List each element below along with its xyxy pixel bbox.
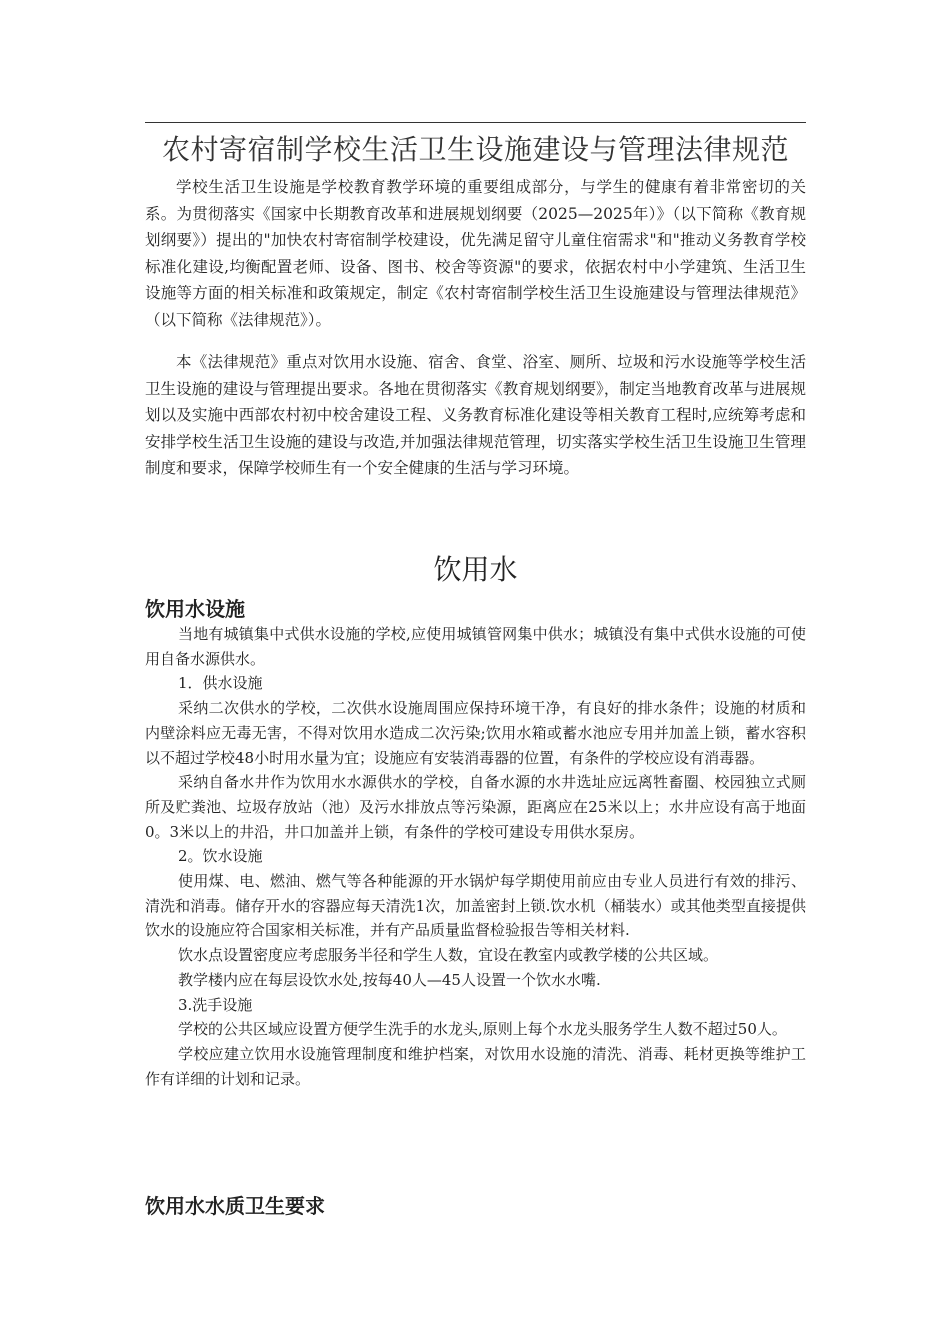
subsection-heading: 饮用水水质卫生要求 [145, 1194, 325, 1218]
item-label-drinking-facilities: 2。饮水设施 [178, 847, 263, 866]
drinking-water-facilities-section [145, 596, 806, 1091]
section-heading-drinking-water: 饮用水 [433, 553, 518, 586]
intro-paragraph: 本《法律规范》重点对饮用水设施、宿舍、食堂、浴室、厕所、垃圾和污水设施等学校生活卫生设施的建设与管理提出要求。各地在贯彻落实《教育规划纲要》，制定当地教育改革与进展规划以及实施中西部农村初中校舍建设工程、义务教育标准化建设等相关教育工程时,应统筹考虑和安排学校生活卫生设施的建设与改造,并加强法律规范管理，切实落实学校生活卫生设施卫生管理制度和要求，保障学校师生有一个安全健康的生活与学习环境。 [145, 353, 806, 477]
body-paragraph: 使用煤、电、燃油、燃气等各种能源的开水锅炉每学期使用前应由专业人员进行有效的排污、清洗和消毒。储存开水的容器应每天清洗1次，加盖密封上锁.饮水机（桶装水）或其他类型直接提供饮水的设施应符合国家相关标准，并有产品质量监督检验报告等相关材料. [145, 872, 806, 940]
intro-paragraph: 学校生活卫生设施是学校教育教学环境的重要组成部分，与学生的健康有着非常密切的关系。为贯彻落实《国家中长期教育改革和进展规划纲要（2025—2025年）》（以下简称《教育规划纲要》）提出的"加快农村寄宿制学校建设，优先满足留守儿童住宿需求"和"推动义务教育学校标准化建设,均衡配置老师、设备、图书、校舍等资源"的要求，依据农村中小学建筑、生活卫生设施等方面的相关标准和政策规定，制定《农村寄宿制学校生活卫生设施建设与管理法律规范》（以下简称《法律规范》）。 [145, 178, 806, 329]
intro-section [145, 174, 806, 498]
body-paragraph: 当地有城镇集中式供水设施的学校,应使用城镇管网集中供水；城镇没有集中式供水设施的可使用自备水源供水。 [145, 625, 806, 668]
body-paragraph: 学校应建立饮用水设施管理制度和维护档案，对饮用水设施的清洗、消毒、耗材更换等维护工作有详细的计划和记录。 [145, 1044, 806, 1088]
subsection-heading: 饮用水设施 [145, 597, 245, 621]
title-divider [145, 122, 806, 123]
body-paragraph: 教学楼内应在每层设饮水处,按每40人—45人设置一个饮水水嘴. [178, 970, 601, 989]
body-paragraph: 饮水点设置密度应考虑服务半径和学生人数，宜设在教室内或教学楼的公共区域。 [178, 946, 719, 965]
body-paragraph: 学校的公共区域应设置方便学生洗手的水龙头,原则上每个水龙头服务学生人数不超过50人。 [178, 1020, 787, 1039]
document-title: 农村寄宿制学校生活卫生设施建设与管理法律规范 [161, 133, 789, 166]
body-paragraph: 采纳自备水井作为饮用水水源供水的学校，自备水源的水井选址应远离牲畜圈、校园独立式厕所及贮粪池、垃圾存放站（池）及污水排放点等污染源，距离应在25米以上；水井应设有高于地面0。3米以上的井沿，井口加盖并上锁，有条件的学校可建设专用供水泵房。 [145, 773, 806, 841]
item-label-handwashing: 3.洗手设施 [178, 995, 253, 1014]
item-label-water-supply: 1．供水设施 [178, 674, 263, 693]
body-paragraph: 采纳二次供水的学校，二次供水设施周围应保持环境干净，有良好的排水条件；设施的材质和内壁涂料应无毒无害，不得对饮用水造成二次污染;饮用水箱或蓄水池应专用并加盖上锁，蓄水容积以不超过学校48小时用水量为宜；设施应有安装消毒器的位置，有条件的学校应设有消毒器。 [145, 699, 806, 767]
